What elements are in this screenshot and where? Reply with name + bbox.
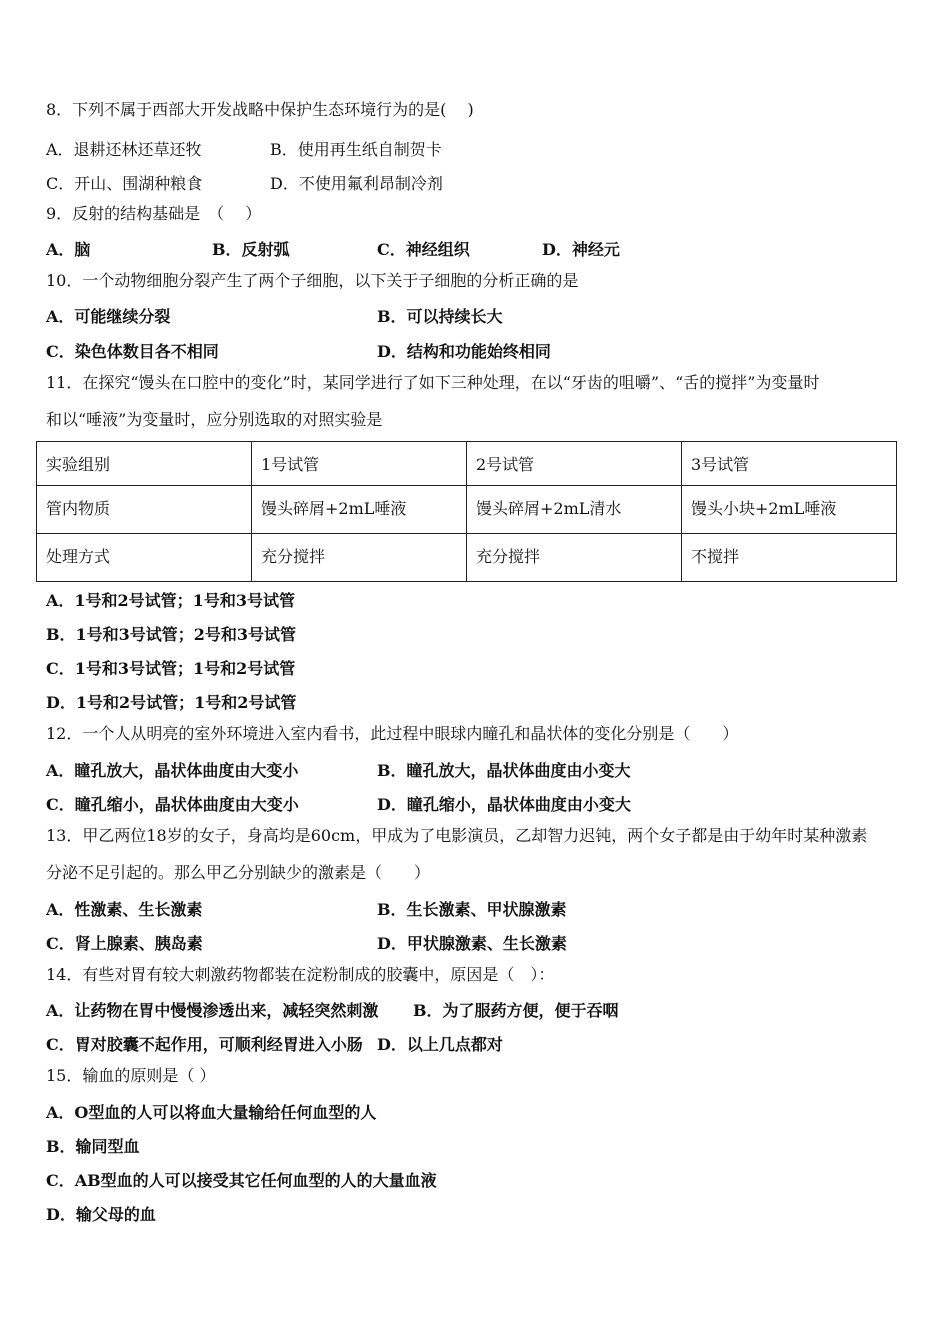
table-cell: 管内物质 <box>37 486 252 534</box>
q13-option-c: C．肾上腺素、胰岛素 <box>46 934 203 953</box>
q11-stem-line1: 11．在探究“馒头在口腔中的变化”时，某同学进行了如下三种处理，在以“牙齿的咀嚼”、“舌的搅拌”为变量时 <box>46 373 820 392</box>
q12-stem: 12．一个人从明亮的室外环境进入室内看书，此过程中眼球内瞳孔和晶状体的变化分别是（ ） <box>46 724 739 743</box>
q15-option-a: A．O型血的人可以将血大量输给任何血型的人 <box>46 1103 377 1122</box>
q15-option-d: D．输父母的血 <box>46 1205 156 1224</box>
q15-stem: 15．输血的原则是（ ） <box>46 1066 216 1085</box>
q11-option-c: C．1号和3号试管；1号和2号试管 <box>46 659 296 678</box>
table-cell: 不搅拌 <box>682 534 897 582</box>
q10-option-c: C．染色体数目各不相同 <box>46 342 219 361</box>
q13-option-a: A．性激素、生长激素 <box>46 900 203 919</box>
q8-stem: 8．下列不属于西部大开发战略中保护生态环境行为的是( ) <box>46 100 474 119</box>
q9-option-c: C．神经组织 <box>377 240 470 259</box>
table-cell: 1号试管 <box>252 442 467 486</box>
table-cell: 充分搅拌 <box>467 534 682 582</box>
q14-option-a: A．让药物在胃中慢慢渗透出来，减轻突然刺激 <box>46 1001 379 1020</box>
q14-option-c: C．胃对胶囊不起作用，可顺利经胃进入小肠 <box>46 1035 363 1054</box>
q12-option-c: C．瞳孔缩小，晶状体曲度由大变小 <box>46 795 299 814</box>
table-row <box>37 534 897 582</box>
q14-option-d: D．以上几点都对 <box>377 1035 503 1054</box>
q13-option-d: D．甲状腺激素、生长激素 <box>377 934 567 953</box>
q8-option-a: A．退耕还林还草还牧 <box>46 140 202 159</box>
table-cell: 馒头碎屑+2mL唾液 <box>252 486 467 534</box>
q12-option-b: B．瞳孔放大，晶状体曲度由小变大 <box>377 761 631 780</box>
q10-option-d: D．结构和功能始终相同 <box>377 342 551 361</box>
table-cell: 处理方式 <box>37 534 252 582</box>
table-cell: 2号试管 <box>467 442 682 486</box>
q10-option-b: B．可以持续长大 <box>377 307 503 326</box>
q10-stem: 10．一个动物细胞分裂产生了两个子细胞，以下关于子细胞的分析正确的是 <box>46 271 579 290</box>
q9-option-a: A．脑 <box>46 240 91 259</box>
q15-option-b: B．输同型血 <box>46 1137 140 1156</box>
q12-option-d: D．瞳孔缩小，晶状体曲度由小变大 <box>377 795 631 814</box>
q8-option-c: C．开山、围湖种粮食 <box>46 174 203 193</box>
table-cell: 3号试管 <box>682 442 897 486</box>
q10-option-a: A．可能继续分裂 <box>46 307 171 326</box>
q8-option-d: D．不使用氟利昂制冷剂 <box>270 174 443 193</box>
q14-option-b: B．为了服药方便，便于吞咽 <box>413 1001 619 1020</box>
q14-stem: 14．有些对胃有较大刺激药物都装在淀粉制成的胶囊中，原因是（ ）： <box>46 965 555 984</box>
q9-stem: 9．反射的结构基础是 （ ） <box>46 204 262 223</box>
q13-option-b: B．生长激素、甲状腺激素 <box>377 900 567 919</box>
q12-option-a: A．瞳孔放大，晶状体曲度由大变小 <box>46 761 299 780</box>
q11-stem-line2: 和以“唾液”为变量时，应分别选取的对照实验是 <box>46 410 383 429</box>
q13-stem-line2: 分泌不足引起的。那么甲乙分别缺少的激素是（ ） <box>46 863 431 882</box>
q13-stem-line1: 13．甲乙两位18岁的女子，身高均是60cm，甲成为了电影演员，乙却智力迟钝，两个女子都是由于幼年时某种激素 <box>46 826 868 845</box>
q11-option-a: A．1号和2号试管；1号和3号试管 <box>46 591 295 610</box>
q15-option-c: C．AB型血的人可以接受其它任何血型的人的大量血液 <box>46 1171 437 1190</box>
table-cell: 充分搅拌 <box>252 534 467 582</box>
table-cell: 馒头小块+2mL唾液 <box>682 486 897 534</box>
table-row <box>37 486 897 534</box>
q9-option-b: B．反射弧 <box>212 240 290 259</box>
q8-option-b: B．使用再生纸自制贺卡 <box>270 140 442 159</box>
experiment-table <box>36 441 897 582</box>
table-cell: 馒头碎屑+2mL清水 <box>467 486 682 534</box>
table-row <box>37 442 897 486</box>
q11-option-b: B．1号和3号试管；2号和3号试管 <box>46 625 297 644</box>
q9-option-d: D．神经元 <box>542 240 620 259</box>
q11-option-d: D．1号和2号试管；1号和2号试管 <box>46 693 297 712</box>
table-cell: 实验组别 <box>37 442 252 486</box>
